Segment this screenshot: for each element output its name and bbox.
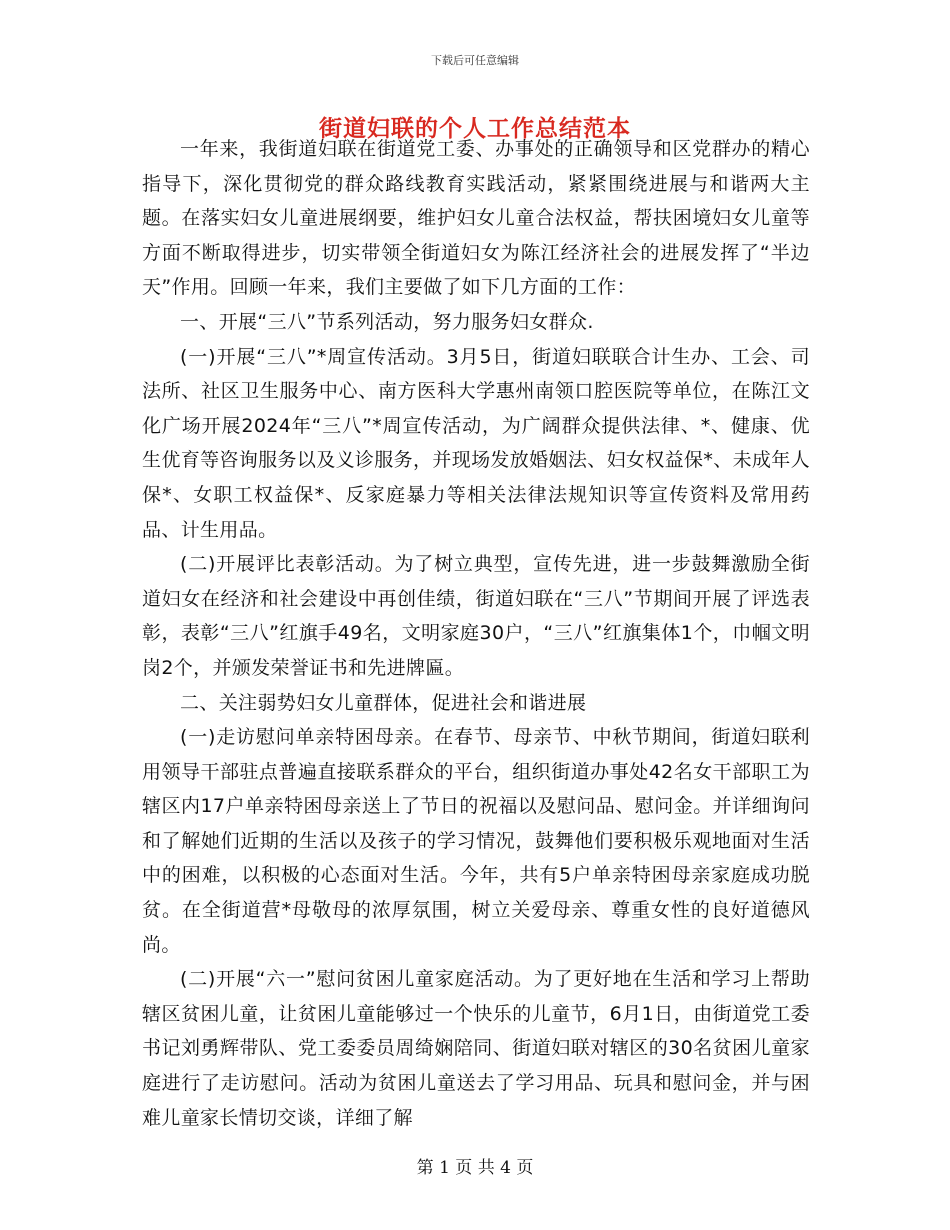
page-footer: 第 1 页 共 4 页 [416,1158,534,1178]
page-header: 下载后可任意编辑 [431,54,519,67]
section-heading: 二、关注弱势妇女儿童群体，促进社会和谐进展 [180,691,587,714]
paragraph: (二)开展评比表彰活动。为了树立典型，宣传先进，进一步鼓舞激励全街道妇女在经济和社会建设中再创佳绩，街道妇联在“三八”节期间开展了评选表彰，表彰“三八”红旗手49名，文明家庭30户，“三八”红旗集体1个，巾帼文明岗2个，并颁发荣誉证书和先进牌匾。 [142,553,810,679]
paragraph: (二)开展“六一”慰问贫困儿童家庭活动。为了更好地在生活和学习上帮助辖区贫困儿童，让贫困儿童能够过一个快乐的儿童节，6月1日，由街道党工委书记刘勇辉带队、党工委委员周绮娴陪同、街道妇联对辖区的30名贫困儿童家庭进行了走访慰问。活动为贫困儿童送去了学习用品、玩具和慰问金，并与困难儿童家长情切交谈，详细了解 [142,968,810,1129]
document-body [142,132,810,1135]
paragraph: (一)开展“三八”*周宣传活动。3月5日，街道妇联联合计生办、工会、司法所、社区卫生服务中心、南方医科大学惠州南领口腔医院等单位，在陈江文化广场开展2024年“三八”*周宣传活动，为广阔群众提供法律、*、健康、优生优育等咨询服务以及义诊服务，并现场发放婚姻法、妇女权益保*、未成年人保*、女职工权益保*、反家庭暴力等相关法律法规知识等宣传资料及常用药品、计生用品。 [142,345,810,541]
paragraph: (一)走访慰问单亲特困母亲。在春节、母亲节、中秋节期间，街道妇联利用领导干部驻点普遍直接联系群众的平台，组织街道办事处42名女干部职工为辖区内17户单亲特困母亲送上了节日的祝福以及慰问品、慰问金。并详细询问和了解她们近期的生活以及孩子的学习情况，鼓舞他们要积极乐观地面对生活中的困难，以积极的心态面对生活。今年，共有5户单亲特困母亲家庭成功脱贫。在全街道营*母敬母的浓厚氛围，树立关爱母亲、尊重女性的良好道德风尚。 [142,726,810,956]
document-title: 街道妇联的个人工作总结范本 [319,116,631,142]
paragraph: 一年来，我街道妇联在街道党工委、办事处的正确领导和区党群办的精心指导下，深化贯彻党的群众路线教育实践活动，紧紧围绕进展与和谐两大主题。在落实妇女儿童进展纲要，维护妇女儿童合法权益，帮扶困境妇女儿童等方面不断取得进步，切实带领全街道妇女为陈江经济社会的进展发挥了“半边天”作用。回顾一年来，我们主要做了如下几方面的工作： [142,138,810,299]
section-heading: 一、开展“三八”节系列活动，努力服务妇女群众. [180,310,594,333]
